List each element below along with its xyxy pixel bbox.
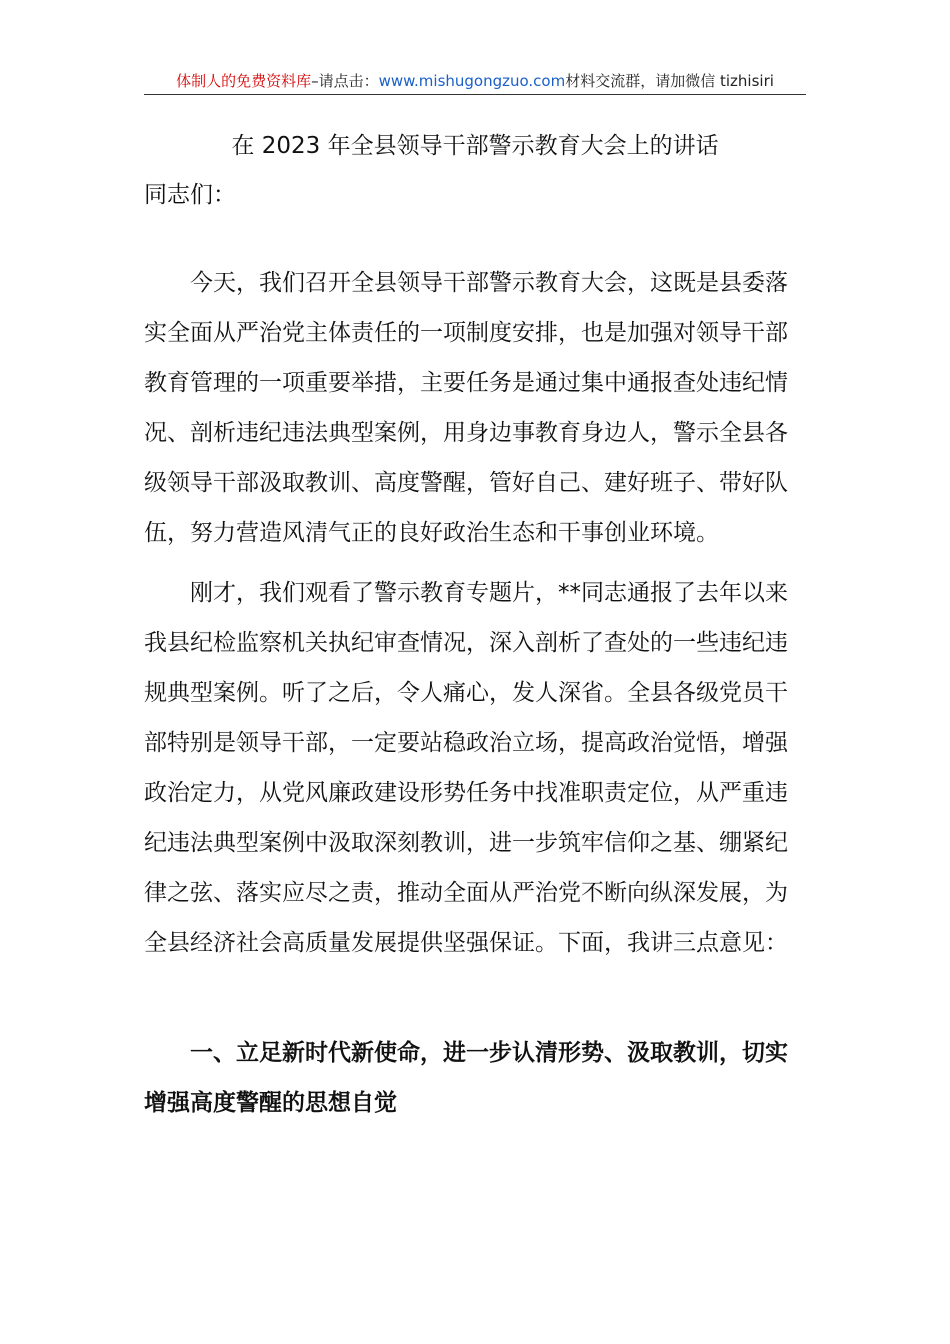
section-heading-1: 一、立足新时代新使命，进一步认清形势、汲取教训，切实增强高度警醒的思想自觉 — [144, 1040, 788, 1116]
paragraph-1: 今天，我们召开全县领导干部警示教育大会，这既是县委落实全面从严治党主体责任的一项制度安排，也是加强对领导干部教育管理的一项重要举措，主要任务是通过集中通报查处违纪情况、剖析违纪违法典型案例，用身边事教育身边人，警示全县各级领导干部汲取教训、高度警醒，管好自己、建好班子、带好队伍，努力营造风清气正的良好政治生态和干事创业环境。 — [144, 270, 788, 546]
header-url-link[interactable]: www.mishugongzuo.com — [378, 72, 566, 90]
header-tail: 材料交流群，请加微信 tizhisiri — [565, 72, 774, 90]
header-brand: 体制人的免费资料库 — [176, 72, 312, 90]
page-header — [144, 68, 806, 95]
document-title: 在 2023 年全县领导干部警示教育大会上的讲话 — [231, 133, 719, 159]
header-separator: –请点击： — [311, 72, 379, 90]
paragraph-2: 刚才，我们观看了警示教育专题片，**同志通报了去年以来我县纪检监察机关执纪审查情况，深入剖析了查处的一些违纪违规典型案例。听了之后，令人痛心，发人深省。全县各级党员干部特别是领导干部，一定要站稳政治立场，提高政治觉悟，增强政治定力，从党风廉政建设形势任务中找准职责定位，从严重违纪违法典型案例中汲取深刻教训，进一步筑牢信仰之基、绷紧纪律之弦、落实应尽之责，推动全面从严治党不断向纵深发展，为全县经济社会高质量发展提供坚强保证。下面，我讲三点意见： — [144, 580, 788, 956]
salutation: 同志们： — [144, 182, 236, 208]
